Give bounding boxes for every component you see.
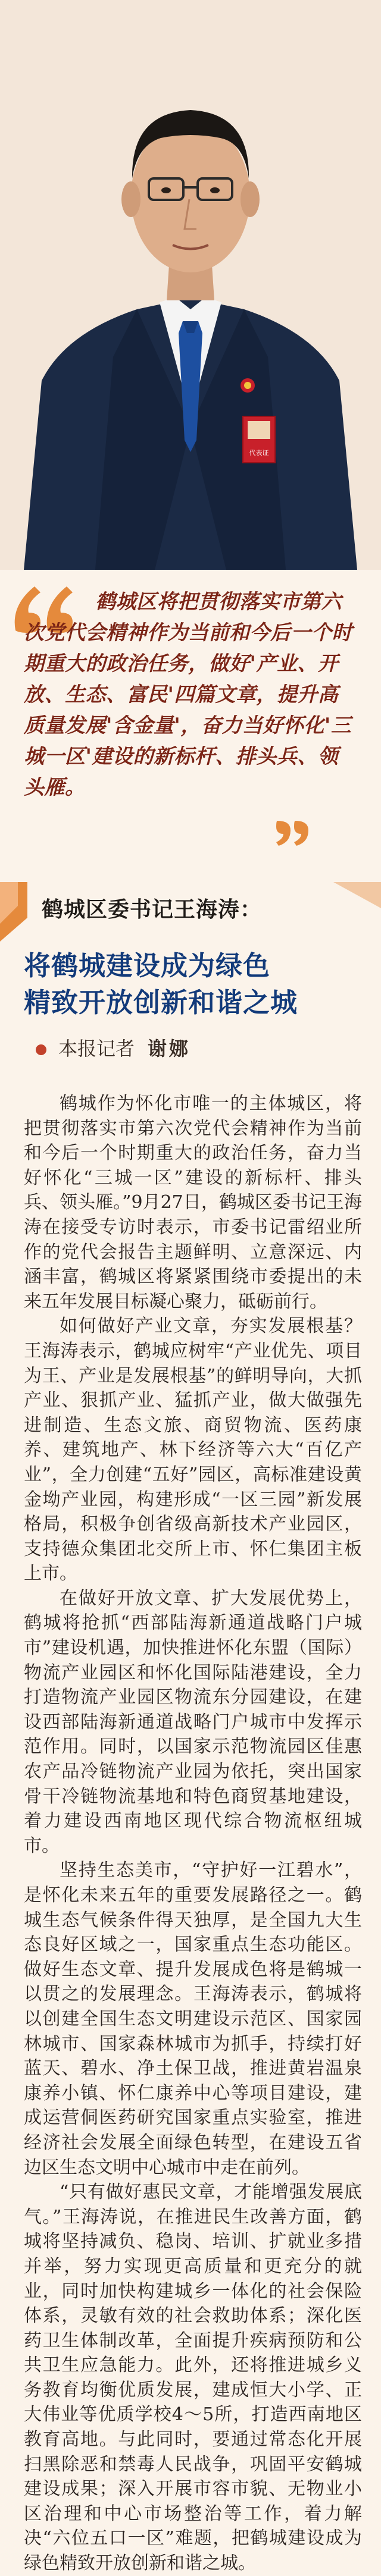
paragraph-2: 如何做好产业文章，夯实发展根基？王海涛表示，鹤城应树牢“产业优先、项目为王、产业是发展根基”的鲜明导向，大抓产业、狠抓产业、猛抓产业，做大做强先进制造、生态文旅、商贸物流、医药康养、建筑地产、林下经济等六大“百亿产业”，全力创建“五好”园区，高标准建设黄金坳产业园，构建形成“一区三园”新发展格局，积极争创省级高新技术产业园区，支持德众集团北交所上市、怀仁集团主板上市。 xyxy=(24,1316,362,1584)
title-line-2: 精致开放创新和谐之城 xyxy=(24,987,298,1018)
bullet-icon xyxy=(36,1044,46,1055)
article-header xyxy=(0,882,381,1078)
paragraph-4: 坚持生态美市，“守护好一江碧水”，是怀化未来五年的重要发展路径之一。鹤城生态气候条件得天独厚，是全国九大生态良好区域之一，国家重点生态功能区。做好生态文章、提升发展成色将是鹤城一以贯之的发展理念。王海涛表示，鹤城将以创建全国生态文明建设示范区、国家园林城市、国家森林城市为抓手，持续打好蓝天、碧水、净土保卫战，推进黄岩温泉康养小镇、怀仁康养中心等项目建设，建成运营侗医药研究国家重点实验室，推进经济社会发展全面绿色转型，在建设五省边区生态文明中心城市中走在前列。 xyxy=(24,1860,362,2178)
article-body xyxy=(24,1091,362,2576)
paragraph-5: “只有做好惠民文章，才能增强发展底气。”王海涛说，在推进民生改善方面，鹤城将坚持减负、稳岗、培训、扩就业多措并举，努力实现更高质量和更充分的就业，同时加快构建城乡一体化的社会保险体系，灵敏有效的社会救助体系；深化医药卫生体制改革，全面提升疾病预防和公共卫生应急能力。此外，还将推进城乡义务教育均衡优质发展，建成恒大小学、正大伟业等优质学校4～5所，打造西南地区教育高地。与此同时，要通过常态化开展扫黑除恶和禁毒人民战争，巩固平安鹤城建设成果；深入开展市容市貌、无物业小区治理和中心市场整治等工作，着力解决“六位五口一区”难题，把鹤城建设成为绿色精致开放创新和谐之城。 xyxy=(24,2182,362,2574)
badge-text: 代表证 xyxy=(249,449,269,457)
reporter-label: 本报记者 xyxy=(58,1037,135,1060)
portrait-illustration xyxy=(0,0,381,570)
portrait-photo xyxy=(0,0,381,570)
article-title xyxy=(24,947,369,1021)
reporter-name: 谢娜 xyxy=(148,1037,191,1060)
title-line-1: 将鹤城建设成为绿色 xyxy=(24,950,271,981)
pull-quote xyxy=(0,570,381,882)
byline xyxy=(36,1034,190,1061)
quote-text: 鹤城区将把贯彻落实市第六次党代会精神作为当前和今后一个时期重大的政治任务，做好'产业、开放、生态、富民'四篇文章，提升高质量发展'含金量'，奋力当好怀化'三城一区'建设的新标杆、排头兵、领头雁。 xyxy=(24,590,352,799)
paragraph-1: 鹤城作为怀化市唯一的主体城区，将把贯彻落实市第六次党代会精神作为当前和今后一个时期重大的政治任务，奋力当好怀化“三城一区”建设的新标杆、排头兵、领头雁。”9月27日，鹤城区委书记王海涛在接受专访时表示，市委书记雷绍业所作的党代会报告主题鲜明、立意深远、内涵丰富，鹤城区将紧紧围绕市委提出的未来五年发展目标凝心聚力，砥砺前行。 xyxy=(24,1093,362,1312)
article-subtitle: 鹤城区委书记王海涛： xyxy=(42,898,263,922)
paragraph-3: 在做好开放文章、扩大发展优势上，鹤城将抢抓“西部陆海新通道战略门户城市”建设机遇，加快推进怀化东盟（国际）物流产业园区和怀化国际陆港建设，全力打造物流产业园区物流东分园建设，在建设西部陆海新通道战略门户城市中发挥示范作用。同时，以国家示范物流园区佳惠农产品冷链物流产业园为依托，突出国家骨干冷链物流基地和特色商贸基地建设，着力建设西南地区现代综合物流枢纽城市。 xyxy=(24,1587,362,1856)
close-quote-icon xyxy=(275,818,312,847)
